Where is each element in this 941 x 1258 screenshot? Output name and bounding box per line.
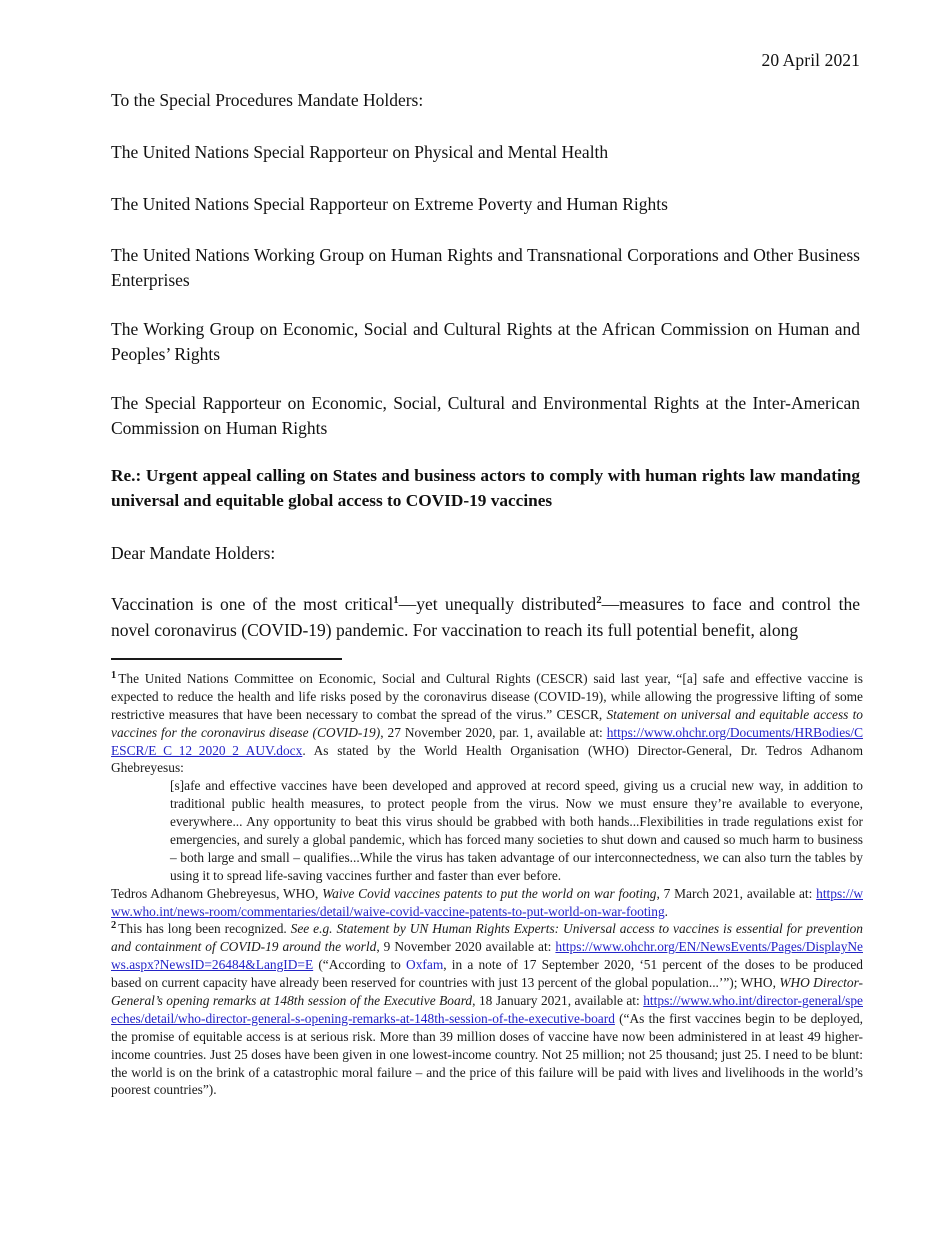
footnote-2 — [111, 920, 863, 1099]
addressee-1: The United Nations Special Rapporteur on Physical and Mental Health — [111, 141, 609, 162]
footnote-1-marker: 1 — [111, 669, 117, 681]
footnote-2-lead: This has long been recognized. — [118, 921, 291, 937]
letter-body — [111, 50, 860, 643]
footnote-separator-rule — [111, 658, 342, 660]
footnote-1-citation-tail: . — [664, 903, 669, 919]
footnote-1-text-before: The United Nations Committee on Economic, Social and Cultural Rights (CESCR) said last year, “[a] safe and effective vaccine is expected to reduce the health and life risks posed by the coronavirus disease (COVID-19), while allowing the progressive lifting of some restrictive measures that have been necessary to combat the spread of the virus.” CESCR, — [111, 671, 863, 722]
footnote-2-see-italic: See e.g. Statement by UN Human Rights Experts: Universal access to vaccines is essential for prevention and containment of COVID-19 around the world — [111, 921, 863, 955]
footnote-ref-2[interactable]: 2 — [596, 594, 602, 607]
footnote-2-after-who-italic: , 18 January 2021, available at: — [472, 993, 644, 1009]
paragraph-part-1: Vaccination is one of the most critical — [111, 594, 394, 615]
salutation: Dear Mandate Holders: — [111, 542, 276, 563]
footnote-1-head — [111, 670, 863, 777]
footnote-1-citation-before: Tedros Adhanom Ghebreyesus, WHO, — [111, 885, 323, 901]
footnote-1-citation-after: , 7 March 2021, available at: — [656, 885, 817, 901]
footnote-1-citation-italic: Waive Covid vaccines patents to put the world on war footing — [322, 885, 657, 901]
footnote-1-tail: . As stated by the World Health Organisation (WHO) Director-General, Dr. Tedros Adhanom Ghebreyesus: — [111, 742, 863, 776]
footnote-section — [111, 658, 863, 1099]
footnote-2-marker: 2 — [111, 920, 117, 931]
footnote-2-quote-rest: , in a note of 17 September 2020, ‘51 percent of the doses to be produced based on current capacity have already been reserved for countries with just 13 percent of the global population...’”); WHO, — [111, 957, 863, 991]
addressee-4: The Working Group on Economic, Social and Cultural Rights at the African Commission on Human and Peoples’ Rights — [111, 319, 860, 364]
footnote-1-link[interactable]: https://www.ohchr.org/Documents/HRBodies/CESCR/E_C_12_2020_2_AUV.docx — [111, 724, 864, 758]
addressee-5: The Special Rapporteur on Economic, Social, Cultural and Environmental Rights at the Inter-American Commission on Human Rights — [111, 392, 860, 438]
footnote-2-link-1[interactable]: https://www.ohchr.org/EN/NewsEvents/Pages/DisplayNews.aspx?NewsID=26484&LangID=E — [111, 939, 863, 973]
letter-to-line: To the Special Procedures Mandate Holders: — [111, 89, 424, 110]
footnote-1-citation — [111, 885, 863, 921]
footnote-2-link-2[interactable]: https://www.who.int/director-general/speeches/detail/who-director-general-s-opening-remarks-at-148th-session-of-the-executive-board — [111, 993, 863, 1026]
letter-date: 20 April 2021 — [761, 50, 860, 70]
footnote-2-who-italic: WHO Director-General’s opening remarks at 148th session of the Executive Board — [111, 975, 863, 1009]
footnote-2-oxfam-link[interactable]: Oxfam — [406, 957, 444, 973]
footnote-2-after-see: , 9 November 2020 available at: — [376, 939, 556, 955]
footnote-2-quote-open: (“According to — [313, 957, 407, 973]
paragraph-part-3: —measures to face and control the novel coronavirus (COVID-19) pandemic. For vaccination to reach its full potential benefit, along — [111, 594, 860, 640]
subject-line: Re.: Urgent appeal calling on States and business actors to comply with human rights law mandating universal and equitable global access to COVID-19 vaccines — [111, 466, 860, 511]
footnote-1-citation-link[interactable]: https://www.who.int/news-room/commentaries/detail/waive-covid-vaccine-patents-to-put-world-on-war-footing — [111, 885, 864, 919]
footnote-1-italic-title: Statement on universal and equitable access to vaccines for the coronavirus disease (COVID-19) — [111, 706, 863, 740]
opening-paragraph — [111, 592, 860, 643]
footnote-1-text-after: , 27 November 2020, par. 1, available at: — [380, 724, 607, 740]
footnote-2-quote-2: (“As the first vaccines begin to be deployed, the promise of equitable access is at serious risk. More than 39 million doses of vaccine have now been administered in at least 49 higher-income countries. Just 25 doses have been given in one lowest-income country. Not 25 million; not 25 thousand; just 25. I need to be blunt: the world is on the brink of a catastrophic moral failure – and the price of this failure will be paid with lives and livelihoods in the world’s poorest countries”). — [111, 1010, 863, 1098]
addressee-3: The United Nations Working Group on Human Rights and Transnational Corporations and Other Business Enterprises — [111, 245, 860, 291]
paragraph-part-2: —yet unequally distributed — [398, 594, 597, 615]
addressee-2: The United Nations Special Rapporteur on Extreme Poverty and Human Rights — [111, 193, 668, 214]
footnote-1-blockquote: [s]afe and effective vaccines have been developed and approved at record speed, giving us a crucial new way, in addition to traditional public health measures, to protect people from the virus. Now we must ensure they’re available to everyone, everywhere... Any opportunity to beat this virus should be grabbed with both hands...Flexibilities in trade regulations exist for emergencies, and surely a global pandemic, which has forced many societies to shut down and caused so much harm to business – both large and small – qualifies...While the virus has taken advantage of our interconnectedness, we can also turn the tables by using it to spread life-saving vaccines further and faster than ever before. — [170, 778, 863, 883]
footnote-ref-1[interactable]: 1 — [393, 594, 399, 607]
